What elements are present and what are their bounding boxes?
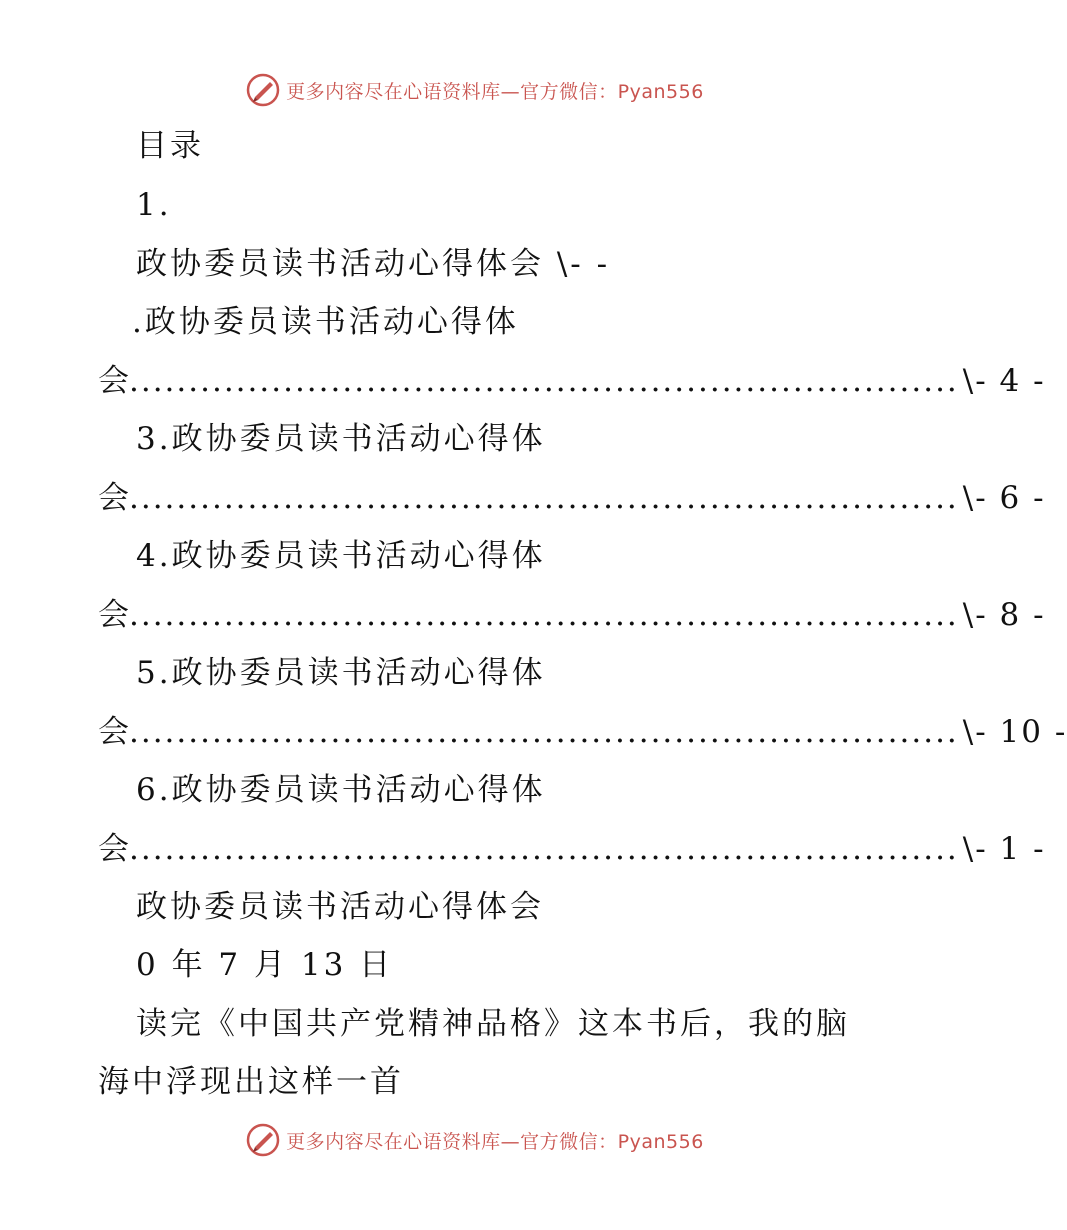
toc-entry-tail: 会 — [98, 831, 129, 867]
toc-entry-title: 4.政协委员读书活动心得体 — [136, 538, 546, 574]
banner-text: 更多内容尽在心语资料库—官方微信：Pyan556 — [286, 1130, 704, 1153]
toc-first-number: 1. — [136, 187, 172, 223]
toc-page-number: \- 1 - — [962, 831, 1046, 867]
toc-dot-leader: ...................................................................... — [129, 714, 959, 750]
toc-entry-tail: 会 — [98, 714, 129, 750]
pen-logo-icon — [246, 73, 280, 107]
pen-logo-icon — [246, 1123, 280, 1157]
toc-entry-title: 5.政协委员读书活动心得体 — [136, 655, 546, 691]
toc-dot-leader: ...................................................................... — [129, 831, 959, 867]
toc-page-number: \- 8 - — [962, 597, 1046, 633]
article-body-line: 海中浮现出这样一首 — [98, 1064, 404, 1100]
toc-dot-leader: ...................................................................... — [129, 480, 959, 516]
article-title: 政协委员读书活动心得体会 — [136, 889, 544, 925]
toc-dot-leader: ...................................................................... — [129, 363, 959, 399]
toc-first-title: 政协委员读书活动心得体会 \- - — [136, 246, 611, 282]
toc-entry-title: 3.政协委员读书活动心得体 — [136, 421, 546, 457]
toc-entry-title: .政协委员读书活动心得体 — [132, 304, 519, 340]
toc-heading: 目录 — [136, 128, 204, 164]
toc-dot-leader: ...................................................................... — [129, 597, 959, 633]
toc-entry-leader-row — [98, 478, 1046, 518]
toc-entry-leader-row — [98, 361, 1046, 401]
toc-page-number: \- 4 - — [962, 363, 1046, 399]
toc-entry-tail: 会 — [98, 480, 129, 516]
toc-entry-tail: 会 — [98, 597, 129, 633]
toc-entry-title: 6.政协委员读书活动心得体 — [136, 772, 546, 808]
footer-banner — [0, 1120, 950, 1160]
toc-page-number: \- 10 - — [962, 714, 1067, 750]
toc-entry-leader-row — [98, 595, 1046, 635]
banner-text: 更多内容尽在心语资料库—官方微信：Pyan556 — [286, 80, 704, 103]
article-date: 0 年 7 月 13 日 — [136, 947, 394, 983]
toc-entry-leader-row — [98, 829, 1046, 869]
header-banner — [0, 70, 950, 110]
toc-page-number: \- 6 - — [962, 480, 1046, 516]
article-body-line: 读完《中国共产党精神品格》这本书后，我的脑 — [136, 1006, 850, 1042]
toc-entry-tail: 会 — [98, 363, 129, 399]
toc-entry-leader-row — [98, 712, 1067, 752]
